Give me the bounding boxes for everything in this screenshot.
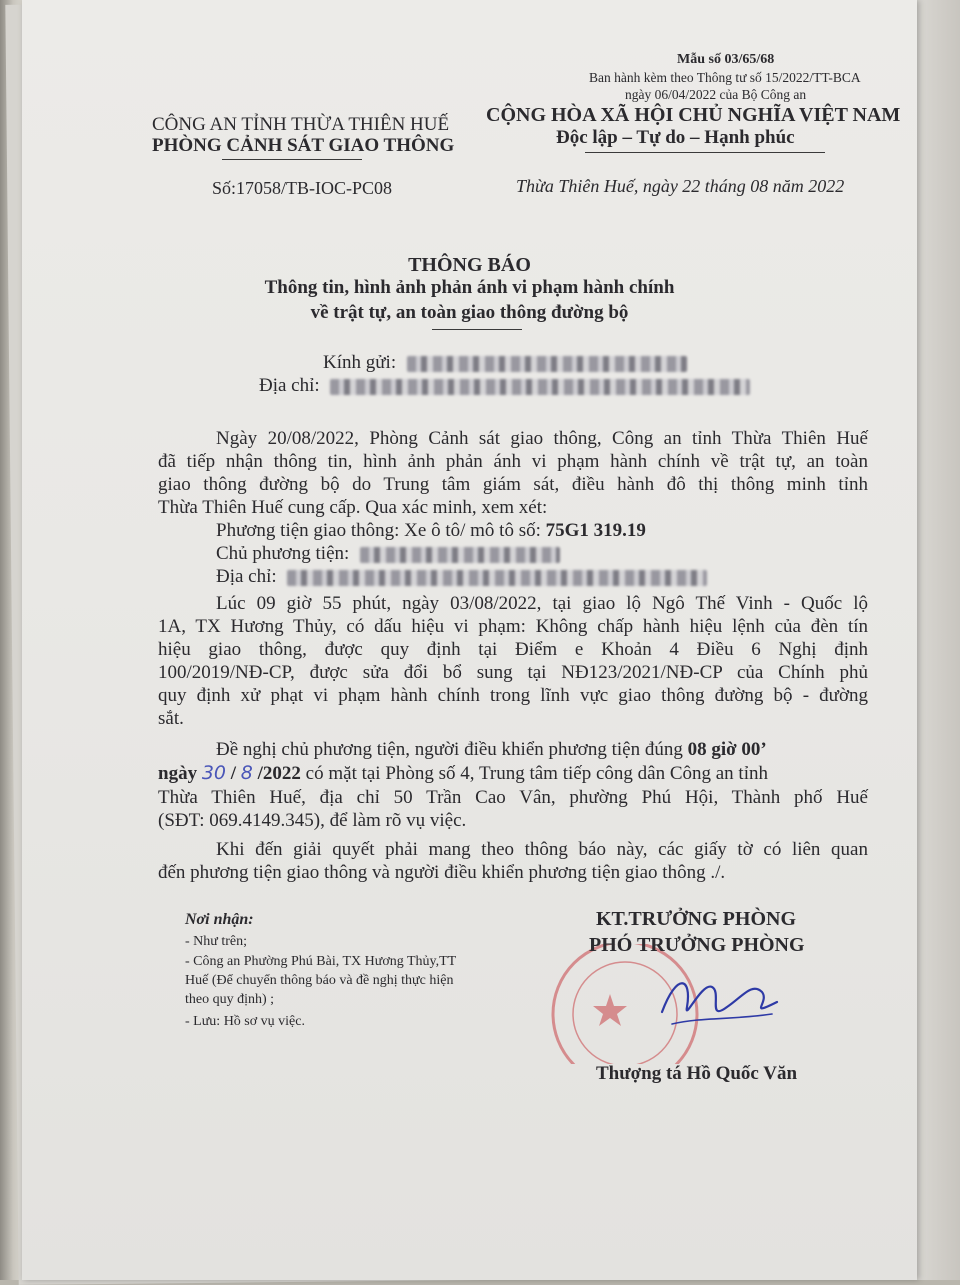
handwritten-signature	[652, 962, 792, 1042]
paragraph-2-line-5: quy định xử phạt vi phạm hành chính trong lĩnh vực giao thông đường bộ - đường	[158, 685, 868, 706]
subtitle-line1: Thông tin, hình ảnh phản ánh vi phạm hành chính	[264, 277, 675, 298]
paragraph-4-line-2: đến phương tiện giao thông và người điều khiển phương tiện giao thông ./.	[158, 862, 726, 883]
vehicle-label: Phương tiện giao thông: Xe ô tô/ mô tô số:	[216, 520, 546, 541]
paragraph-4-line-1: Khi đến giải quyết phải mang theo thông báo này, các giấy tờ có liên quan	[216, 839, 868, 860]
paragraph-2-line-1: Lúc 09 giờ 55 phút, ngày 03/08/2022, tại giao lộ Ngô Thế Vinh - Quốc lộ	[216, 593, 868, 614]
motto-underline	[585, 152, 825, 153]
vehicle-line	[216, 519, 646, 542]
receiver-item: Huế (Để chuyển thông báo và đề nghị thực hiện	[185, 973, 454, 988]
owner-address-label: Địa chỉ:	[216, 566, 277, 587]
recipient-label: Kính gửi:	[323, 352, 397, 373]
redacted-owner-address	[287, 570, 707, 586]
recipient-address-label: Địa chỉ:	[259, 375, 320, 396]
background-strip	[917, 0, 960, 1280]
paragraph-3-line-2	[158, 762, 768, 785]
recipient-address-row	[259, 375, 750, 397]
place-date: Thừa Thiên Huế, ngày 22 tháng 08 năm 2022	[516, 176, 845, 196]
nation-title: CỘNG HÒA XÃ HỘI CHỦ NGHĨA VIỆT NAM	[486, 104, 901, 126]
agency-line2: PHÒNG CẢNH SÁT GIAO THÔNG	[152, 135, 455, 156]
paragraph-3-line-4: (SĐT: 069.4149.345), để làm rõ vụ việc.	[158, 810, 467, 831]
paragraph-2-line-6: sắt.	[158, 708, 184, 729]
form-issued-line2: ngày 06/04/2022 của Bộ Công an	[625, 87, 807, 102]
owner-label: Chủ phương tiện:	[216, 543, 350, 564]
document-title: THÔNG BÁO	[408, 254, 531, 276]
receiver-item: - Công an Phường Phú Bài, TX Hương Thủy,TT	[185, 954, 457, 969]
paragraph-1-line-2: đã tiếp nhận thông tin, hình ảnh phản ánh vi phạm hành chính về trật tự, an toàn	[158, 451, 868, 472]
subtitle-underline	[432, 329, 522, 330]
vehicle-plate: 75G1 319.19	[545, 520, 646, 541]
signer-name: Thượng tá Hồ Quốc Văn	[596, 1063, 798, 1084]
paragraph-3-line-1	[216, 738, 767, 761]
agency-underline	[222, 159, 362, 160]
paragraph-2-line-2: 1A, TX Hương Thủy, có dấu hiệu vi phạm: Không chấp hành hiệu lệnh của đèn tín	[158, 616, 868, 637]
handwritten-month: 8	[240, 762, 253, 784]
signature-title-1: KT.TRƯỞNG PHÒNG	[596, 908, 796, 930]
handwritten-day: 30	[201, 762, 227, 784]
recipient-row	[323, 352, 687, 374]
owner-address-line	[216, 565, 707, 588]
receivers-heading: Nơi nhận:	[185, 911, 254, 928]
receiver-item: - Lưu: Hồ sơ vụ việc.	[185, 1014, 305, 1029]
document-page	[22, 0, 917, 1280]
date-slash: /	[226, 763, 241, 784]
document-number: Số:17058/TB-IOC-PC08	[212, 178, 393, 198]
paragraph-3-line-3: Thừa Thiên Huế, địa chỉ 50 Trần Cao Vân, phường Phú Hội, Thành phố Huế	[158, 787, 868, 808]
receiver-item: theo quy định) ;	[185, 992, 275, 1007]
appointment-time: 08 giờ 00’	[687, 739, 767, 760]
redacted-recipient-address	[330, 379, 750, 395]
form-number: Mẫu số 03/65/68	[677, 52, 775, 67]
paragraph-1-line-3: giao thông đường bộ do Trung tâm giám sát, điều hành đô thị thông minh tỉnh	[158, 474, 868, 495]
paragraph-2-line-4: 100/2019/NĐ-CP, được sửa đổi bổ sung tại NĐ123/2021/NĐ-CP của Chính phủ	[158, 662, 868, 683]
nation-motto: Độc lập – Tự do – Hạnh phúc	[556, 127, 795, 148]
receiver-item: - Như trên;	[185, 934, 248, 949]
redacted-owner	[360, 547, 560, 563]
appointment-location: có mặt tại Phòng số 4, Trung tâm tiếp công dân Công an tỉnh	[300, 763, 768, 784]
owner-line	[216, 542, 560, 565]
appointment-text: Đề nghị chủ phương tiện, người điều khiển phương tiện đúng	[216, 739, 688, 760]
signature-title-2: PHÓ TRƯỞNG PHÒNG	[589, 934, 805, 956]
agency-line1: CÔNG AN TỈNH THỪA THIÊN HUẾ	[152, 114, 450, 135]
paragraph-1-line-4: Thừa Thiên Huế cung cấp. Qua xác minh, xem xét:	[158, 497, 548, 518]
redacted-recipient	[407, 356, 687, 372]
appointment-year: /2022	[257, 763, 301, 784]
appointment-day-label: ngày	[158, 763, 198, 784]
form-issued-line1: Ban hành kèm theo Thông tư số 15/2022/TT-BCA	[589, 70, 861, 85]
subtitle-line2: về trật tự, an toàn giao thông đường bộ	[310, 302, 629, 323]
paragraph-1-line-1: Ngày 20/08/2022, Phòng Cảnh sát giao thông, Công an tỉnh Thừa Thiên Huế	[216, 428, 868, 449]
paragraph-2-line-3: hiệu giao thông, được quy định tại Điểm e Khoản 4 Điều 6 Nghị định	[158, 639, 868, 660]
